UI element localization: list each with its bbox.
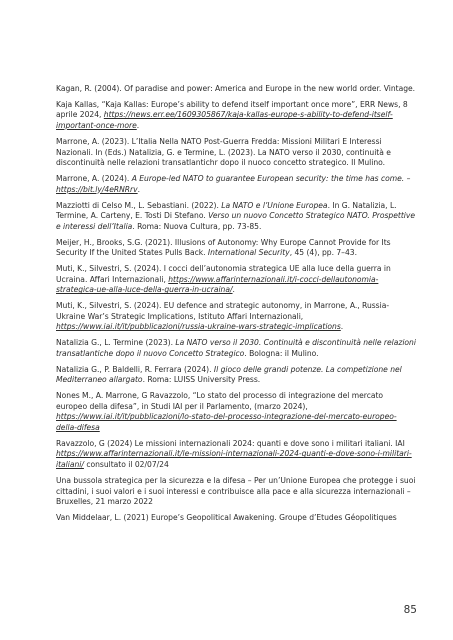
reference-link[interactable]: https://www.affarinternazionali.it/le-missioni-internazionali-2024-quanti-e-dove-sono-i-militari-italiani/ [56,449,412,470]
reference-text: Mazziotti di Celso M., L. Sebastiani. (2022). [56,200,222,210]
reference-text: Kaja Kallas, “Kaja Kallas: Europe’s ability to defend itself important once more”, ERR News, 8 aprile 2024, [56,99,408,120]
reference-text: Muti, K., Silvestri, S. (2024). I cocci dell’autonomia strategica UE alla luce della guerra in Ucraina. Affari Internazionali, [56,264,391,284]
reference-title-italic: Verso un nuovo Concetto Strategico NATO. Prospettive e interessi dell’Italia [56,211,416,231]
reference-text: . Roma: Nuova Cultura, pp. 73-85. [132,221,262,231]
reference-text: . [137,184,141,194]
reference-entry [56,365,416,386]
reference-text: Meijer, H., Brooks, S.G. (2021). Illusions of Autonomy: Why Europe Cannot Provide for Its Security If the United States Pulls Back. [56,237,391,258]
reference-entry [56,137,416,169]
reference-text: Muti, K., Silvestri, S. (2024). EU defence and strategic autonomy, in Marrone, A., Russia-Ukraine War’s Strategic Implications, Istituto Affari Internazionali, [56,301,390,321]
reference-text: Nones M., A. Marrone, G Ravazzolo, “Lo stato del processo di integrazione del mercato europeo della difesa”, in Studi IAI per il Parlamento, (marzo 2024), [56,391,384,411]
reference-title-italic: La NATO verso il 2030. Continuità e discontinuità nelle relazioni transatlantiche dopo il nuovo Concetto Strategico [56,338,416,358]
reference-entry [56,264,416,296]
reference-entry [56,301,416,333]
reference-text: – [404,174,411,184]
reference-entry [56,439,416,471]
reference-entry [56,476,416,508]
reference-text: Kagan, R. (2004). Of paradise and power: America and Europe in the new world order. Vintage. [56,84,416,93]
reference-text: . [340,322,344,332]
reference-link[interactable]: https://news.err.ee/1609305867/kaja-kallas-europe-s-ability-to-defend-itself-important-once-more [56,110,393,131]
reference-text: Natalizia G., P. Baldelli, R. Ferrara (2024). [56,364,214,374]
reference-text: Ravazzolo, G (2024) Le missioni internazionali 2024: quanti e dove sono i militari italiani. IAI [56,438,405,448]
reference-text: Marrone, A. (2023). L’Italia Nella NATO Post-Guerra Fredda: Missioni Militari E Interessi Nazionali. In (Eds.) Natalizia, G. e Termine, L. (2023). La NATO verso il 2030, continuità e discontinuità nelle relazioni transatlantichr dopo il nuoco concetto strategico. Il Mulino. [56,136,391,168]
reference-entry [56,513,416,524]
reference-entry [56,238,416,259]
reference-text: . In G. Natalizia, L. Termine, A. Carteny, E. Tosti Di Stefano. [56,200,397,221]
reference-text: . [136,121,140,131]
reference-title-italic: A Europe-led NATO to guarantee European security: the time has come. [131,174,405,184]
reference-text: , 45 (4), pp. 7–43. [289,248,357,258]
reference-link[interactable]: https://bit.ly/4eRNRrv [56,184,138,194]
reference-entry [56,201,416,233]
reference-title-italic: Il gioco delle grandi potenze. La competizione nel Mediterraneo allargato [56,364,402,385]
reference-text: . Bologna: il Mulino. [244,348,319,358]
reference-entry [56,84,416,95]
reference-text: consultato il 02/07/24 [83,460,169,470]
reference-text: Van Middelaar, L. (2021) Europe’s Geopolitical Awakening. Groupe d’Etudes Géopolitiques [56,513,397,523]
reference-entry [56,338,416,359]
reference-text: . [232,285,235,295]
reference-text: Una bussola strategica per la sicurezza e la difesa – Per un’Unione Europea che protegge i suoi cittadini, i suoi valori e i suoi interessi e contribuisce alla pace e alla sicurezza internazionali – Bruxelles, 21 marzo 2022 [56,475,416,507]
reference-entry [56,174,416,195]
reference-title-italic: La NATO e l’Unione Europea [221,200,328,210]
reference-text: Marrone, A. (2024). [56,174,132,184]
reference-list [56,84,416,529]
reference-text: Natalizia G., L. Termine (2023). [56,338,176,348]
reference-entry [56,100,416,132]
reference-link[interactable]: https://www.iai.it/it/pubblicazioni/lo-stato-del-processo-integrazione-del-mercato-europeo-della-difesa [56,412,397,432]
reference-link[interactable]: https://www.affarinternazionali.it/i-cocci-dellautonomia-strategica-ue-alla-luce-della-guerra-in-ucraina/ [56,274,379,295]
reference-title-italic: International Security [207,248,290,258]
reference-entry [56,391,416,433]
reference-link[interactable]: https://www.iai.it/it/pubblicazioni/russia-ukraine-wars-strategic-implications [56,322,341,332]
page-number: 85 [403,604,417,616]
reference-text: . Roma: LUISS University Press. [142,375,261,385]
